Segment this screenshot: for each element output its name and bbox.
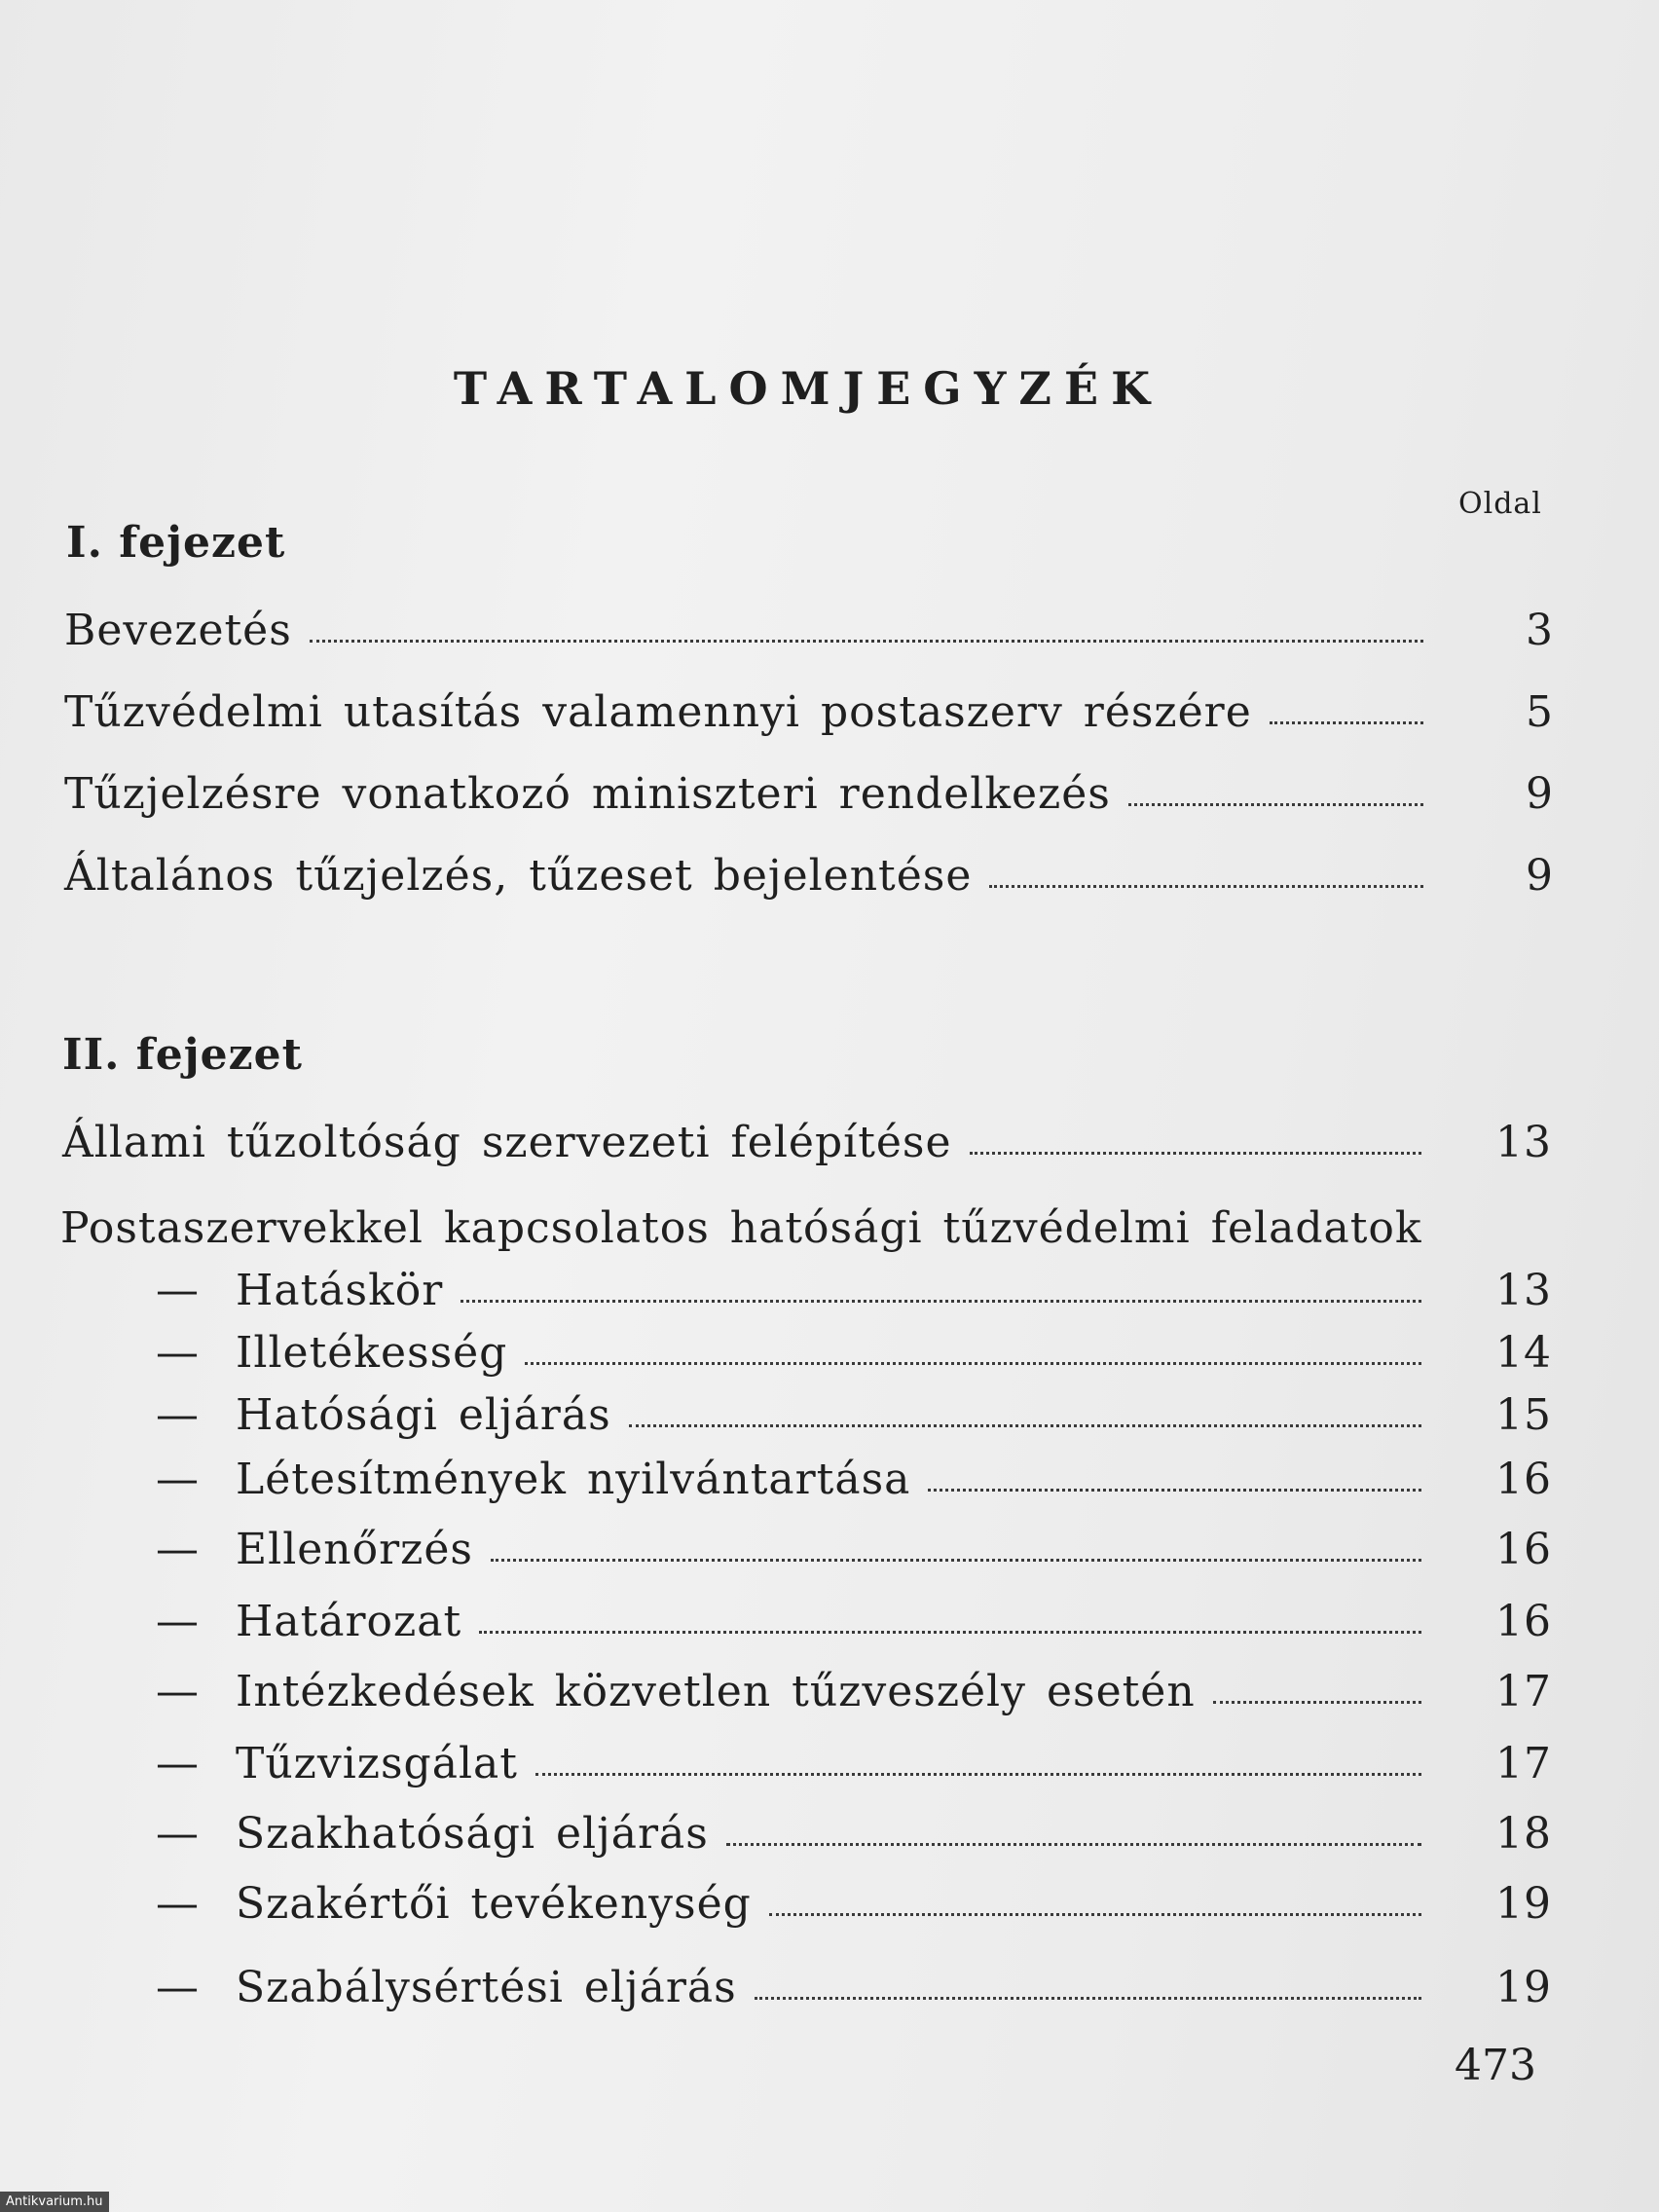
chapter-heading-2: II. fejezet <box>62 1030 303 1080</box>
em-dash: — <box>156 1455 200 1504</box>
toc-entry <box>64 769 1554 819</box>
em-dash: — <box>156 1390 200 1440</box>
toc-entry <box>64 606 1554 655</box>
em-dash: — <box>156 1597 200 1646</box>
toc-entry-label: Állami tűzoltóság szervezeti felépítése <box>62 1118 952 1167</box>
page-number: 473 <box>1455 2041 1536 2090</box>
toc-subentry-label: Határozat <box>236 1597 462 1646</box>
toc-subentry-label: Intézkedések közvetlen tűzveszély esetén <box>236 1667 1196 1716</box>
dot-leader <box>970 1152 1421 1155</box>
dot-leader <box>1128 803 1423 806</box>
toc-entry-label: Bevezetés <box>64 606 292 655</box>
watermark: Antikvarium.hu <box>0 2192 109 2212</box>
toc-entry-page: 3 <box>1526 606 1554 655</box>
toc-subentry <box>156 1390 1552 1440</box>
toc-subentry <box>156 1963 1552 2012</box>
em-dash: — <box>156 1739 200 1788</box>
toc-subentry <box>156 1328 1552 1378</box>
chapter-heading-1: I. fejezet <box>66 518 286 568</box>
em-dash: — <box>156 1667 200 1716</box>
toc-subentry-page: 19 <box>1495 1963 1552 2012</box>
toc-entry-label: Általános tűzjelzés, tűzeset bejelentése <box>64 851 973 901</box>
toc-subentry-page: 15 <box>1495 1390 1552 1440</box>
toc-subentry-page: 18 <box>1495 1809 1552 1859</box>
toc-entry-label: Tűzjelzésre vonatkozó miniszteri rendelkezés <box>64 769 1111 819</box>
dot-leader <box>629 1424 1421 1427</box>
toc-subentry <box>156 1667 1552 1716</box>
toc-entry-page: 13 <box>1495 1118 1552 1167</box>
dot-leader <box>1213 1701 1421 1704</box>
em-dash: — <box>156 1266 200 1315</box>
toc-section-heading: Postaszervekkel kapcsolatos hatósági tűzvédelmi feladatok <box>60 1203 1422 1253</box>
toc-subentry-label: Szabálysértési eljárás <box>236 1963 737 2012</box>
toc-subentry <box>156 1597 1552 1646</box>
toc-entry-page: 5 <box>1526 687 1554 737</box>
toc-subentry <box>156 1266 1552 1315</box>
toc-subentry <box>156 1525 1552 1574</box>
toc-entry-page: 9 <box>1526 769 1554 819</box>
dot-leader <box>989 885 1423 888</box>
dot-leader <box>726 1843 1421 1846</box>
dot-leader <box>769 1913 1421 1916</box>
em-dash: — <box>156 1809 200 1859</box>
toc-subentry-label: Létesítmények nyilvántartása <box>236 1455 911 1504</box>
toc-subentry-label: Illetékesség <box>236 1328 508 1378</box>
toc-subentry <box>156 1879 1552 1929</box>
dot-leader <box>755 1997 1421 2000</box>
page-column-header: Oldal <box>1458 487 1542 521</box>
toc-subentry-label: Ellenőrzés <box>236 1525 473 1574</box>
toc-subentry-page: 17 <box>1495 1739 1552 1788</box>
dot-leader <box>1270 721 1423 724</box>
toc-subentry-page: 19 <box>1495 1879 1552 1929</box>
toc-subentry-label: Hatósági eljárás <box>236 1390 611 1440</box>
em-dash: — <box>156 1328 200 1378</box>
dot-leader <box>310 640 1423 643</box>
toc-subentry-page: 13 <box>1495 1266 1552 1315</box>
dot-leader <box>479 1631 1421 1634</box>
dot-leader <box>535 1773 1421 1776</box>
toc-entry <box>64 687 1554 737</box>
toc-subentry <box>156 1739 1552 1788</box>
toc-subentry-label: Szakértői tevékenység <box>236 1879 752 1929</box>
toc-subentry-label: Szakhatósági eljárás <box>236 1809 709 1859</box>
page-title: TARTALOMJEGYZÉK <box>453 362 1163 415</box>
dot-leader <box>928 1489 1421 1492</box>
dot-leader <box>525 1362 1421 1365</box>
em-dash: — <box>156 1525 200 1574</box>
toc-subentry-page: 16 <box>1495 1597 1552 1646</box>
toc-subentry-label: Hatáskör <box>236 1266 444 1315</box>
toc-subentry <box>156 1455 1552 1504</box>
toc-subentry-label: Tűzvizsgálat <box>236 1739 518 1788</box>
toc-entry <box>64 851 1554 901</box>
em-dash: — <box>156 1963 200 2012</box>
toc-subentry <box>156 1809 1552 1859</box>
dot-leader <box>461 1300 1421 1303</box>
toc-subentry-page: 16 <box>1495 1525 1552 1574</box>
toc-entry-page: 9 <box>1526 851 1554 901</box>
toc-subentry-page: 16 <box>1495 1455 1552 1504</box>
toc-subentry-page: 17 <box>1495 1667 1552 1716</box>
em-dash: — <box>156 1879 200 1929</box>
dot-leader <box>491 1559 1421 1562</box>
toc-entry-label: Tűzvédelmi utasítás valamennyi postaszerv részére <box>64 687 1252 737</box>
toc-subentry-page: 14 <box>1495 1328 1552 1378</box>
toc-entry <box>62 1118 1552 1167</box>
